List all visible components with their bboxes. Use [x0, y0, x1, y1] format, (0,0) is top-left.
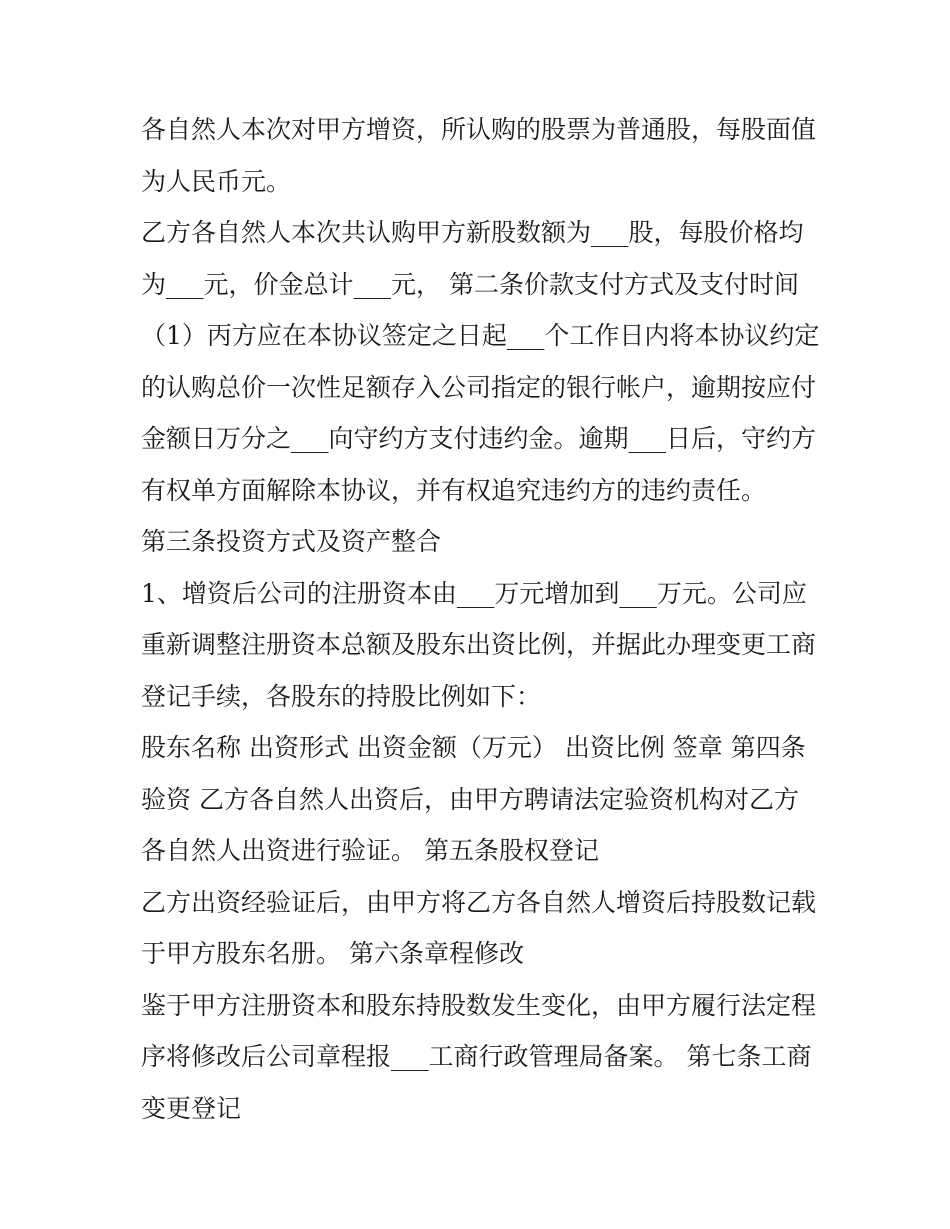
- text-line: 验资 乙方各自然人出资后，由甲方聘请法定验资机构对乙方: [141, 784, 799, 814]
- text-line: 为___元，价金总计___元， 第二条价款支付方式及支付时间: [141, 269, 799, 299]
- text-line: 鉴于甲方注册资本和股东持股数发生变化，由甲方履行法定程: [141, 990, 817, 1020]
- text-line: 各自然人本次对甲方增资，所认购的股票为普通股，每股面值: [141, 115, 817, 144]
- text-line: 乙方出资经验证后，由甲方将乙方各自然人增资后持股数记载: [141, 887, 817, 917]
- text-line: （1）丙方应在本协议签定之日起___个工作日内将本协议约定: [141, 321, 820, 350]
- text-line: 1、增资后公司的注册资本由___万元增加到___万元。公司应: [141, 578, 807, 608]
- text-line: 为人民币元。: [141, 166, 292, 196]
- text-line: 序将修改后公司章程报___工商行政管理局备案。 第七条工商: [141, 1042, 812, 1071]
- text-line: 的认购总价一次性足额存入公司指定的银行帐户，逾期按应付: [141, 372, 817, 402]
- text-line: 乙方各自然人本次共认购甲方新股数额为___股，每股价格均: [141, 218, 804, 247]
- text-line: 于甲方股东名册。 第六条章程修改: [141, 939, 524, 968]
- text-line: 重新调整注册资本总额及股东出资比例，并据此办理变更工商: [141, 630, 817, 659]
- text-line: 各自然人出资进行验证。 第五条股权登记: [141, 836, 599, 865]
- text-line: 登记手续，各股东的持股比例如下：: [141, 681, 542, 711]
- text-line: 金额日万分之___向守约方支付违约金。逾期___日后，守约方: [141, 424, 817, 453]
- text-line: 有权单方面解除本协议，并有权追究违约方的违约责任。: [141, 475, 767, 505]
- section-heading: 第三条投资方式及资产整合: [141, 527, 442, 556]
- document-body: [141, 104, 821, 1134]
- text-line: 变更登记: [141, 1093, 242, 1123]
- text-line: 股东名称 出资形式 出资金额（万元） 出资比例 签章 第四条: [141, 733, 806, 762]
